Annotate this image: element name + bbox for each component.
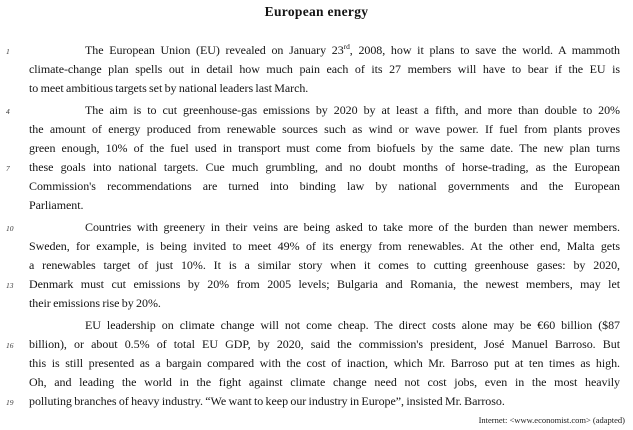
text-line — [0, 79, 620, 98]
paragraph-2 — [0, 101, 620, 215]
line-number: 13 — [6, 281, 14, 290]
text-line — [0, 120, 620, 139]
text-line — [0, 294, 620, 313]
line-text: Oh, and leading the world in the fight against climate change need not cost jobs, even in the most heavily — [29, 375, 620, 389]
line-text: climate-change plan spells out in detail how much pain each of its 27 members will have to bear if the EU is — [29, 62, 620, 76]
text-line — [0, 256, 620, 275]
text-line — [0, 177, 620, 196]
line-text: Denmark must cut emissions by 20% from 2005 levels; Bulgaria and Romania, the newest members, may let — [29, 277, 620, 291]
line-text: Commission's recommendations are turned into binding law by national governments and the European — [29, 179, 620, 193]
paragraph-4 — [0, 316, 620, 411]
text-line — [0, 237, 620, 256]
text-line — [0, 60, 620, 79]
superscript-ordinal: rd — [343, 42, 350, 51]
line-number: 1 — [6, 47, 10, 56]
line-text: to meet ambitious targets set by national leaders last March. — [29, 81, 309, 95]
line-text: Countries with greenery in their veins are being asked to take more of the burden than newer members. — [85, 220, 620, 234]
line-text: billion), or about 0.5% of total EU GDP, by 2020, said the commission's president, José Manuel Barroso. But — [29, 337, 620, 351]
line-text: green enough, 10% of the fuel used in transport must come from biofuels by the same date. The new plan turns — [29, 141, 620, 155]
text-line — [0, 373, 620, 392]
text-line — [0, 158, 620, 177]
line-text: a renewables target of just 10%. It is a similar story when it comes to cutting greenhouse gases: by 2020, — [29, 258, 620, 272]
line-text: Sweden, for example, is being invited to meet 49% of its energy from renewables. At the other end, Malta gets — [29, 239, 620, 253]
line-number: 7 — [6, 164, 10, 173]
text-line — [0, 316, 620, 335]
text-line — [0, 335, 620, 354]
text-line — [0, 354, 620, 373]
line-text: The aim is to cut greenhouse-gas emissions by 2020 by at least a fifth, and more than double to 20% — [85, 103, 620, 117]
line-text-segment: , 2008, how it plans to save the world. A mammoth — [349, 43, 620, 57]
paragraph-1 — [0, 41, 620, 98]
document-body — [0, 41, 633, 411]
line-text: the amount of energy produced from renewable sources such as wind or wave power. If fuel from plants proves — [29, 122, 620, 136]
line-text-segment: The European Union (EU) revealed on January 23 — [85, 43, 344, 57]
text-line — [0, 196, 620, 215]
paragraph-3 — [0, 218, 620, 313]
document-title: European energy — [264, 4, 369, 19]
text-line — [0, 101, 620, 120]
text-line — [0, 392, 620, 411]
line-text: EU leadership on climate change will not come cheap. The direct costs alone may be €60 billion ($87 — [85, 318, 620, 332]
text-line — [0, 218, 620, 237]
text-line — [0, 275, 620, 294]
line-text: Parliament. — [29, 198, 84, 212]
line-number: 19 — [6, 398, 14, 407]
line-text: their emissions rise by 20%. — [29, 296, 161, 310]
line-number: 4 — [6, 107, 10, 116]
line-text: this is still presented as a bargain compared with the cost of inaction, which Mr. Barroso put at ten times as high. — [29, 356, 620, 370]
text-line — [0, 41, 620, 60]
line-number: 10 — [6, 224, 14, 233]
text-line — [0, 139, 620, 158]
source-credit: Internet: <www.economist.com> (adapted) — [478, 415, 625, 425]
line-number: 16 — [6, 341, 14, 350]
line-text: polluting branches of heavy industry. “We want to keep our industry in Europe”, insisted Mr. Barroso. — [29, 394, 505, 408]
line-text: these goals into national targets. Cue much grumbling, and no doubt months of horse-trading, as the European — [29, 160, 620, 174]
line-text — [29, 41, 620, 60]
